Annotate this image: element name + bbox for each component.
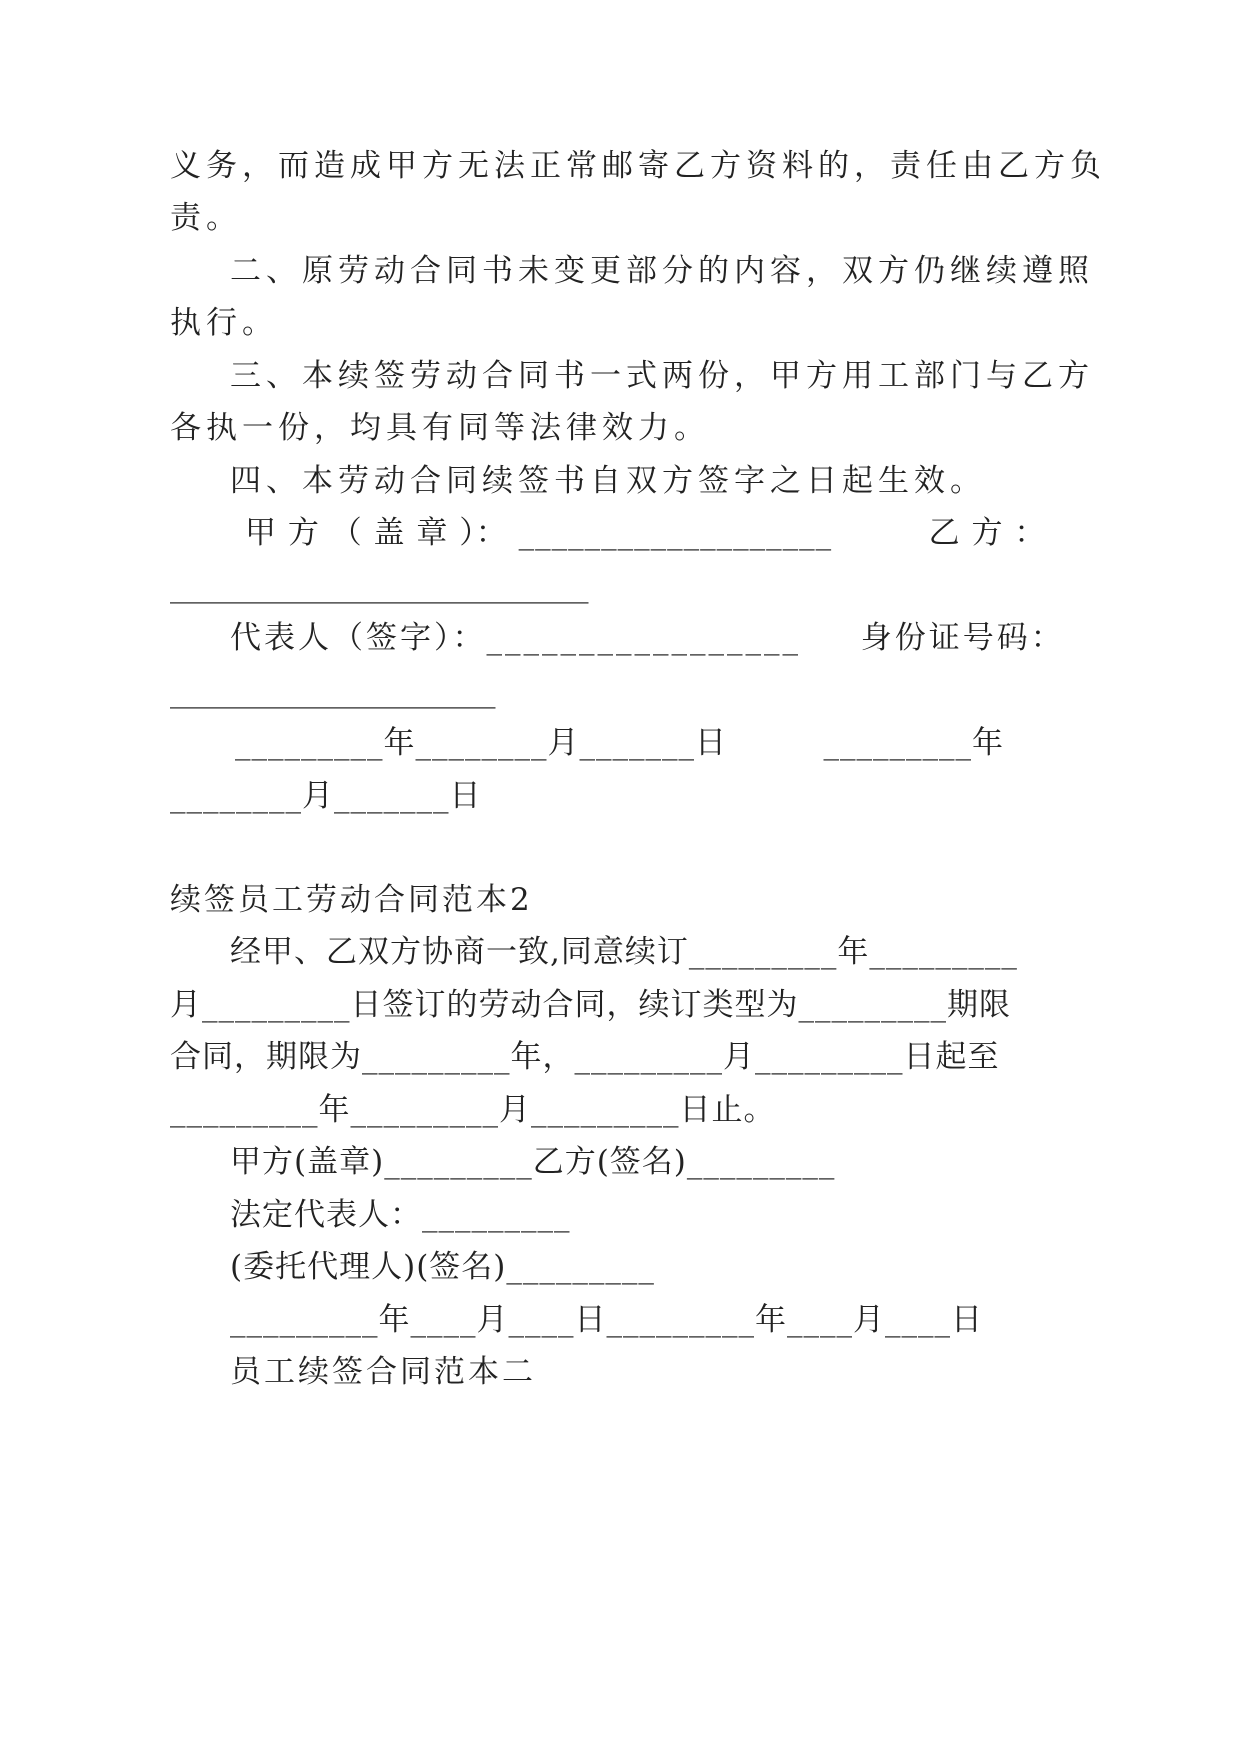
- paragraph-line: 责。: [170, 200, 242, 236]
- date-line: ________月_______日: [170, 778, 482, 814]
- paragraph-line: 义务，而造成甲方无法正常邮寄乙方资料的，责任由乙方负: [170, 148, 1106, 184]
- section-title: 员工续签合同范本二: [230, 1354, 536, 1390]
- paragraph-line: 二、原劳动合同书未变更部分的内容，双方仍继续遵照: [230, 253, 1094, 289]
- paragraph-line: 月_________日签订的劳动合同，续订类型为_________期限: [170, 987, 1011, 1023]
- section-title: 续签员工劳动合同范本2: [170, 882, 533, 918]
- paragraph-line: 各执一份，均具有同等法律效力。: [170, 410, 710, 446]
- date-line: _________年________月_______日 _________年: [235, 725, 1005, 761]
- signature-line-party-a: 甲 方 （ 盖 章 ）： ___________________ 乙 方 ：: [245, 515, 1047, 551]
- date-line: _________年____月____日_________年____月____日: [230, 1302, 983, 1338]
- legal-representative-line: 法定代表人：_________: [230, 1197, 571, 1233]
- signature-blank-line: ___________________________: [170, 568, 589, 604]
- representative-line: 代表人（签字）：_________________ 身份证号码：: [230, 620, 1065, 656]
- id-number-blank-line: _____________________: [170, 673, 496, 709]
- paragraph-line: 执行。: [170, 305, 278, 341]
- agent-signature-line: (委托代理人)(签名)_________: [230, 1249, 655, 1285]
- paragraph-line: 三、本续签劳动合同书一式两份，甲方用工部门与乙方: [230, 358, 1094, 394]
- paragraph-line: 四、本劳动合同续签书自双方签字之日起生效。: [230, 463, 986, 499]
- paragraph-line: 经甲、乙双方协商一致,同意续订_________年_________: [230, 934, 1018, 970]
- paragraph-line: 合同，期限为_________年，_________月_________日起至: [170, 1039, 1000, 1075]
- paragraph-line: _________年_________月_________日止。: [170, 1092, 776, 1128]
- signature-line: 甲方(盖章)_________乙方(签名)_________: [230, 1144, 836, 1180]
